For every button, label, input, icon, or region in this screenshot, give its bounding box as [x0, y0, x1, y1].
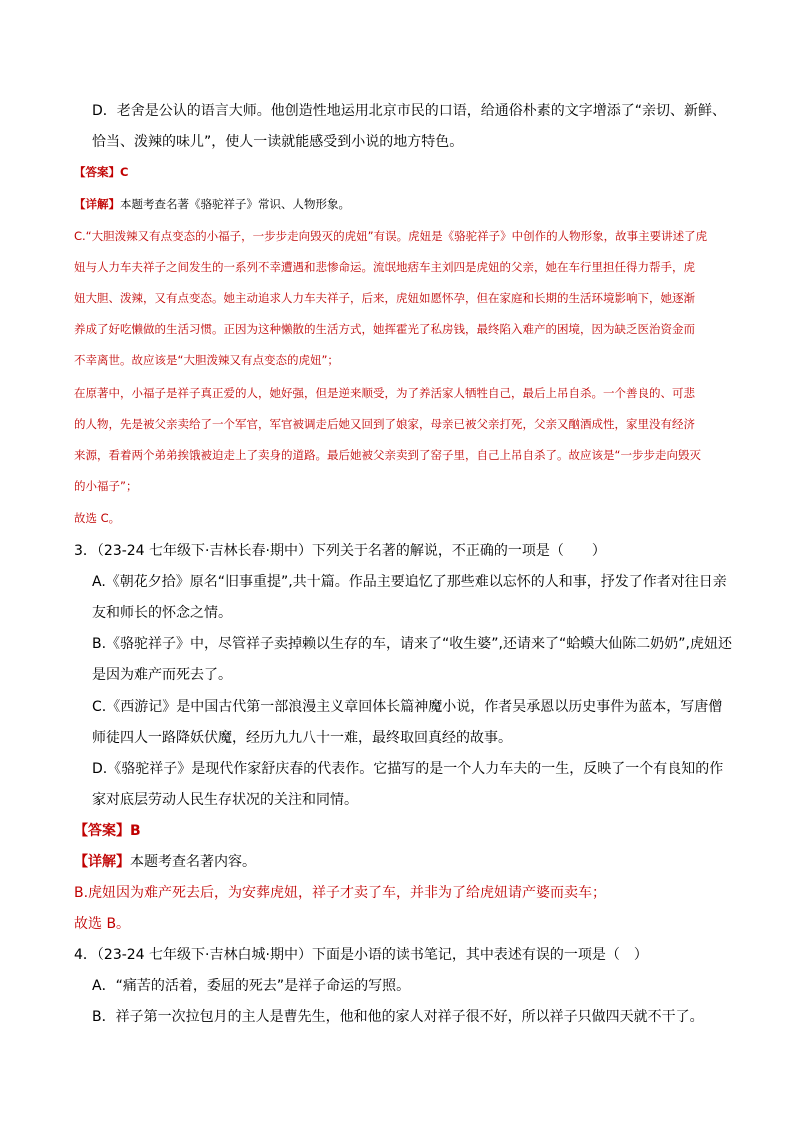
q3-conclusion: 故选 B。 [74, 916, 131, 932]
detail-conclusion: 故选 C。 [74, 511, 121, 525]
q3-answer-value: B [130, 823, 141, 839]
q3-detail-intro: 本题考查名著内容。 [130, 854, 256, 870]
detail-line: 的小福子”； [74, 479, 138, 493]
detail-line: C.“大胆泼辣又有点变态的小福子，一步步走向毁灭的虎妞”有误。虎妞是《骆驼祥子》中创作的人物形象，故事主要讲述了虎 [74, 229, 708, 243]
detail-line: 来源，看着两个弟弟挨饿被迫走上了卖身的道路。最后她被父亲卖到了窑子里，自己上吊自杀了。故应该是“一步步走向毁灭 [74, 448, 701, 462]
option-d-line1: D．老舍是公认的语言大师。他创造性地运用北京市民的口语，给通俗朴素的文字增添了“亲切、新鲜、 [92, 103, 727, 119]
q4-option-a: A．“痛苦的活着，委屈的死去”是祥子命运的写照。 [92, 978, 411, 994]
question-3-stem: 3．（23-24 七年级下·吉林长春·期中）下列关于名著的解说，不正确的一项是（ ） [74, 543, 606, 559]
detail-line: 养成了好吃懒做的生活习惯。正因为这种懒散的生活方式，她挥霍光了私房钱，最终陷入难产的困境，因为缺乏医治资金而 [74, 322, 695, 336]
detail-line: 妞与人力车夫祥子之间发生的一系列不幸遭遇和悲惨命运。流氓地痞车主刘四是虎妞的父亲，她在车行里担任得力帮手，虎 [74, 260, 695, 274]
q3-option-c-line1: C.《西游记》是中国古代第一部浪漫主义章回体长篇神魔小说，作者吴承恩以历史事件为蓝本，写唐僧 [92, 699, 723, 715]
question-4-stem: 4．（23-24 七年级下·吉林白城·期中）下面是小语的读书笔记，其中表述有误的一项是（ ） [74, 947, 648, 963]
q3-option-d-line2: 家对底层劳动人民生存状况的关注和同情。 [92, 792, 358, 808]
q3-option-a-line2: 友和师长的怀念之情。 [92, 605, 232, 621]
detail-intro: 本题考查名著《骆驼祥子》常识、人物形象。 [120, 197, 350, 211]
option-d-line2: 恰当、泼辣的味儿”，使人一读就能感受到小说的地方特色。 [92, 134, 464, 150]
q3-detail [74, 851, 256, 871]
detail-header [74, 196, 350, 212]
detail-line: 不幸离世。故应该是“大胆泼辣又有点变态的虎妞”； [74, 353, 339, 367]
q4-option-b: B．祥子第一次拉包月的主人是曹先生，他和他的家人对祥子很不好，所以祥子只做四天就不干了。 [92, 1009, 704, 1025]
q3-option-b-line1: B.《骆驼祥子》中，尽管祥子卖掉赖以生存的车，请来了“收生婆”,还请来了“蛤蟆大仙陈二奶奶”,虎妞还 [92, 636, 732, 652]
q3-option-d-line1: D.《骆驼祥子》是现代作家舒庆春的代表作。它描写的是一个人力车夫的一生，反映了一个有良知的作 [92, 761, 724, 777]
q3-detail-text: B.虎妞因为难产死去后，为安葬虎妞，祥子才卖了车，并非为了给虎妞请产婆而卖车； [74, 885, 607, 901]
detail-line: 的人物，先是被父亲卖给了一个军官，军官被调走后她又回到了娘家，母亲已被父亲打死，父亲又酗酒成性，家里没有经济 [74, 417, 695, 431]
detail-line: 妞大胆、泼辣，又有点变态。她主动追求人力车夫祥子，后来，虎妞如愿怀孕，但在家庭和长期的生活环境影响下，她逐渐 [74, 291, 695, 305]
q3-answer-label: 【答案】 [74, 823, 130, 839]
q3-option-c-line2: 师徒四人一路降妖伏魔，经历九九八十一难，最终取回真经的故事。 [92, 730, 512, 746]
detail-line: 在原著中，小福子是祥子真正爱的人，她好强，但是逆来顺受，为了养活家人牺牲自己，最后上吊自杀。一个善良的、可悲 [74, 386, 695, 400]
detail-label: 【详解】 [74, 197, 120, 211]
q3-option-b-line2: 是因为难产而死去了。 [92, 667, 232, 683]
q3-answer [74, 820, 141, 840]
answer-block [74, 164, 128, 180]
q3-detail-label: 【详解】 [74, 854, 130, 870]
answer-label: 【答案】 [74, 165, 120, 179]
q3-option-a-line1: A.《朝花夕拾》原名“旧事重提”,共十篇。作品主要追忆了那些难以忘怀的人和事，抒发了作者对往日亲 [92, 574, 727, 590]
answer-value: C [120, 165, 129, 179]
